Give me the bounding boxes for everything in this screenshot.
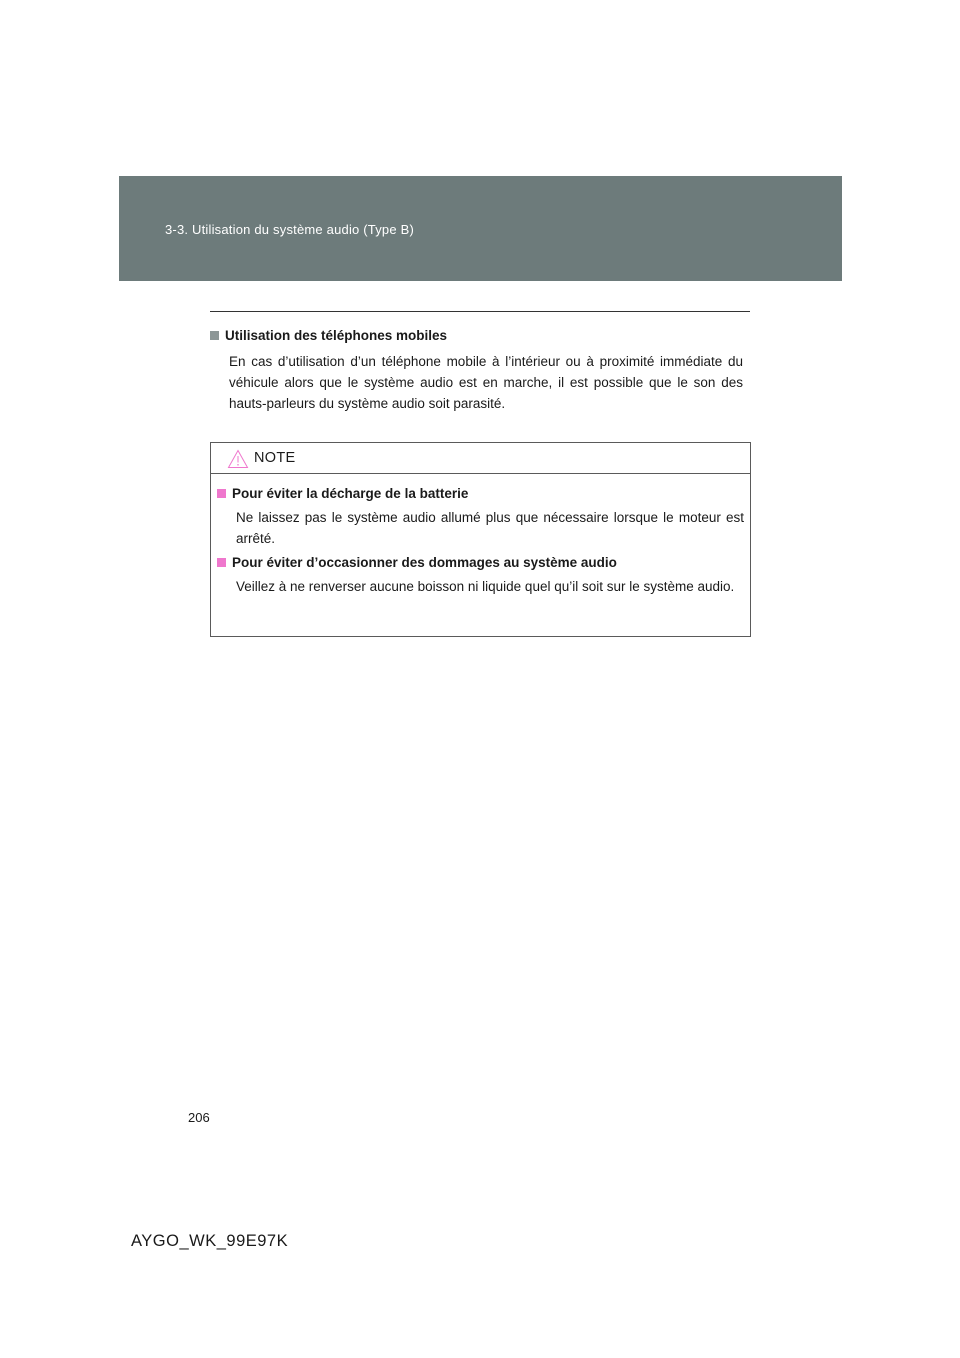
square-bullet-icon [217,558,226,567]
info-text: En cas d’utilisation d’un téléphone mobile à l’intérieur ou à proximité immédiate du véhicule alors que le système audio est en marche, il est possible que le son des hauts-parleurs du système audio soit parasité. [229,354,743,411]
note-item-heading-text: Pour éviter la décharge de la batterie [232,486,469,501]
divider [210,311,750,312]
info-heading [210,328,743,343]
note-item [217,486,744,549]
info-section [210,328,743,414]
note-item-text: Veillez à ne renverser aucune boisson ni liquide quel qu’il soit sur le système audio. [236,579,735,594]
note-item-heading [217,555,744,570]
note-item [217,555,744,597]
square-bullet-icon [217,489,226,498]
note-header [211,443,750,474]
info-heading-text: Utilisation des téléphones mobiles [225,328,448,343]
note-item-heading-text: Pour éviter d’occasionner des dommages au système audio [232,555,617,570]
square-bullet-icon [210,331,219,340]
document-code: AYGO_WK_99E97K [131,1232,289,1250]
page-number: 206 [188,1110,210,1125]
warning-triangle-icon [227,449,249,469]
note-title: NOTE [254,450,296,466]
note-body [211,474,750,597]
note-box [210,442,751,637]
section-title: 3-3. Utilisation du système audio (Type B) [165,222,415,237]
note-item-text: Ne laissez pas le système audio allumé plus que nécessaire lorsque le moteur est arrêté. [236,510,744,546]
header-band [119,176,842,281]
note-item-heading [217,486,744,501]
